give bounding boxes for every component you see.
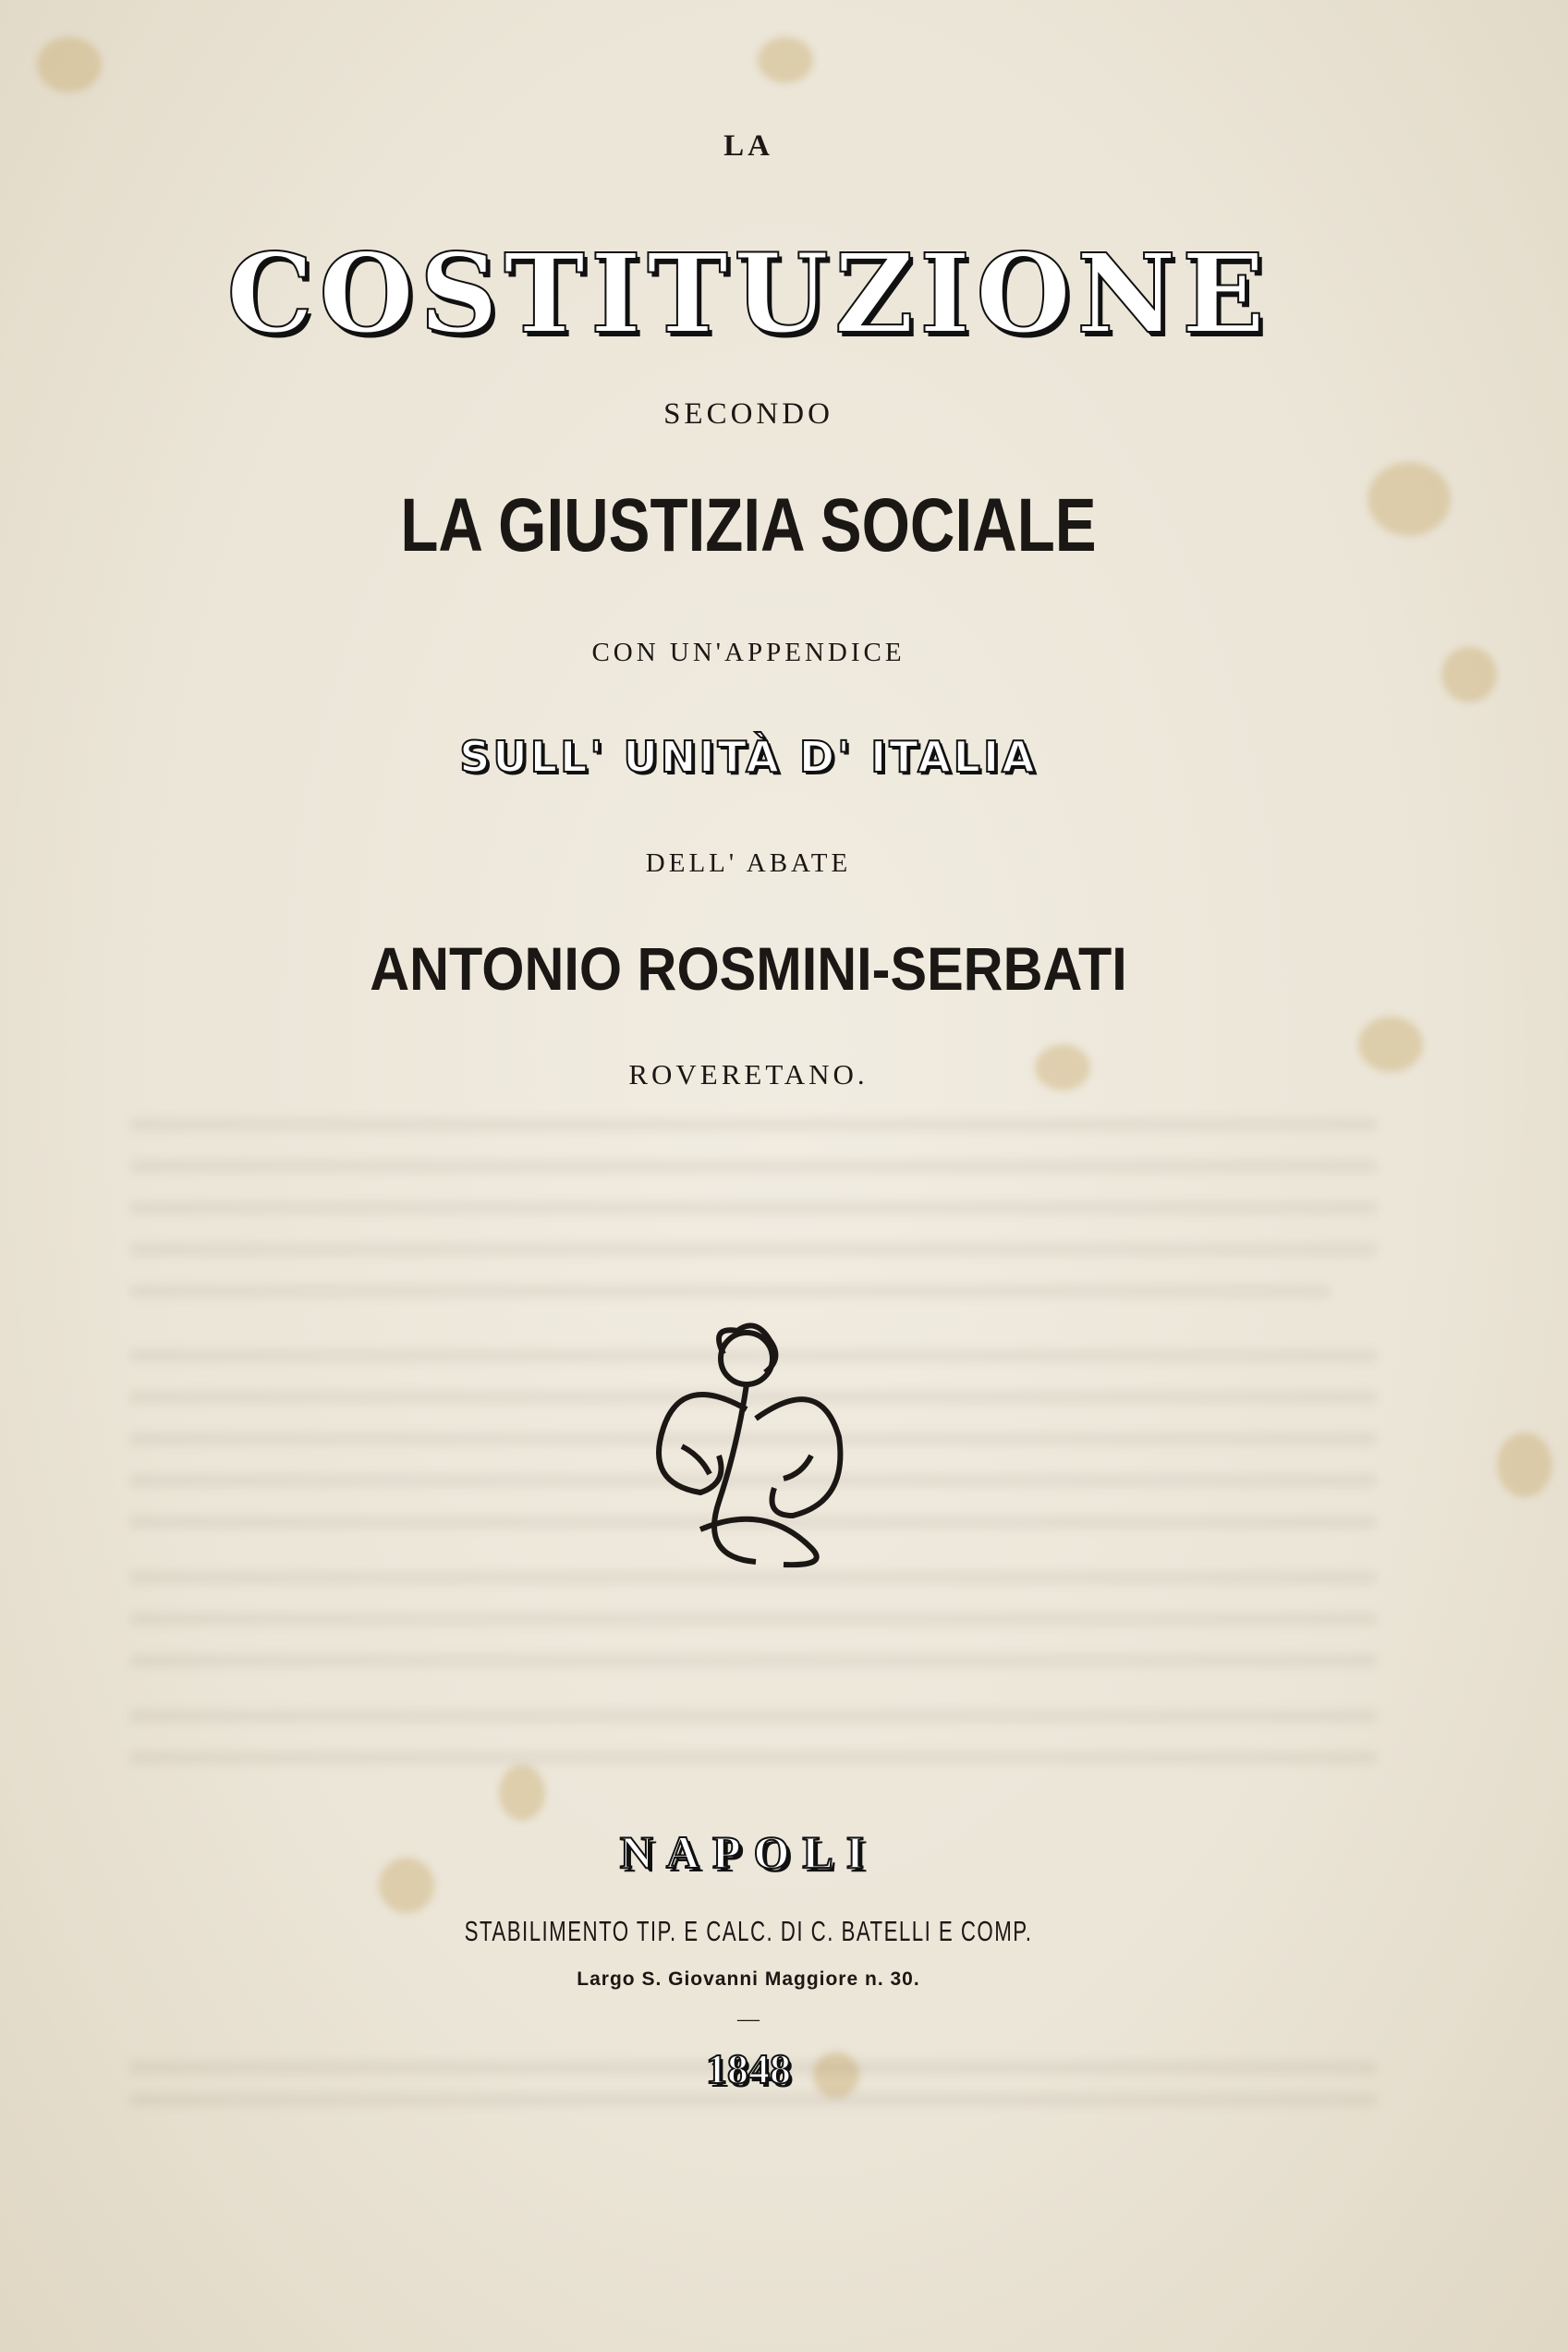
imprint-city: NAPOLI [619, 1826, 878, 1878]
appendix-title: SULL' UNITÀ D' ITALIA [459, 732, 1038, 782]
foxing-stain [37, 37, 102, 92]
bleed-through [129, 1654, 1377, 1667]
bleed-through [129, 1571, 1377, 1584]
bleed-through [129, 1751, 1377, 1764]
bleed-through [129, 1243, 1377, 1256]
imprint-year: 1848 [706, 2045, 791, 2092]
imprint-separator: — [737, 2007, 760, 2031]
bleed-through [129, 2093, 1377, 2106]
author-origin: ROVERETANO. [628, 1058, 869, 1091]
imprint-address: Largo S. Giovanni Maggiore n. 30. [577, 1968, 920, 1990]
title-connector: SECONDO [663, 397, 833, 431]
foxing-stain [1367, 462, 1451, 536]
author-intro: DELL' ABATE [645, 848, 852, 878]
subtitle: LA GIUSTIZIA SOCIALE [400, 483, 1097, 567]
foxing-stain [499, 1765, 545, 1821]
bleed-through [129, 1285, 1331, 1298]
bleed-through [129, 1118, 1377, 1131]
title-article: LA [723, 129, 773, 163]
imprint-printer: STABILIMENTO TIP. E CALC. DI C. BATELLI E COMP. [464, 1915, 1033, 1947]
bleed-through [129, 1710, 1377, 1723]
bleed-through [129, 1201, 1377, 1214]
bleed-through [129, 1613, 1377, 1626]
main-title: COSTITUZIONE [226, 229, 1270, 358]
floral-ornament-icon [645, 1317, 854, 1571]
appendix-intro: CON UN'APPENDICE [591, 638, 906, 667]
author-name: ANTONIO ROSMINI-SERBATI [370, 934, 1127, 1003]
bleed-through [129, 1160, 1377, 1173]
foxing-stain [758, 37, 813, 83]
foxing-stain [1497, 1432, 1552, 1497]
